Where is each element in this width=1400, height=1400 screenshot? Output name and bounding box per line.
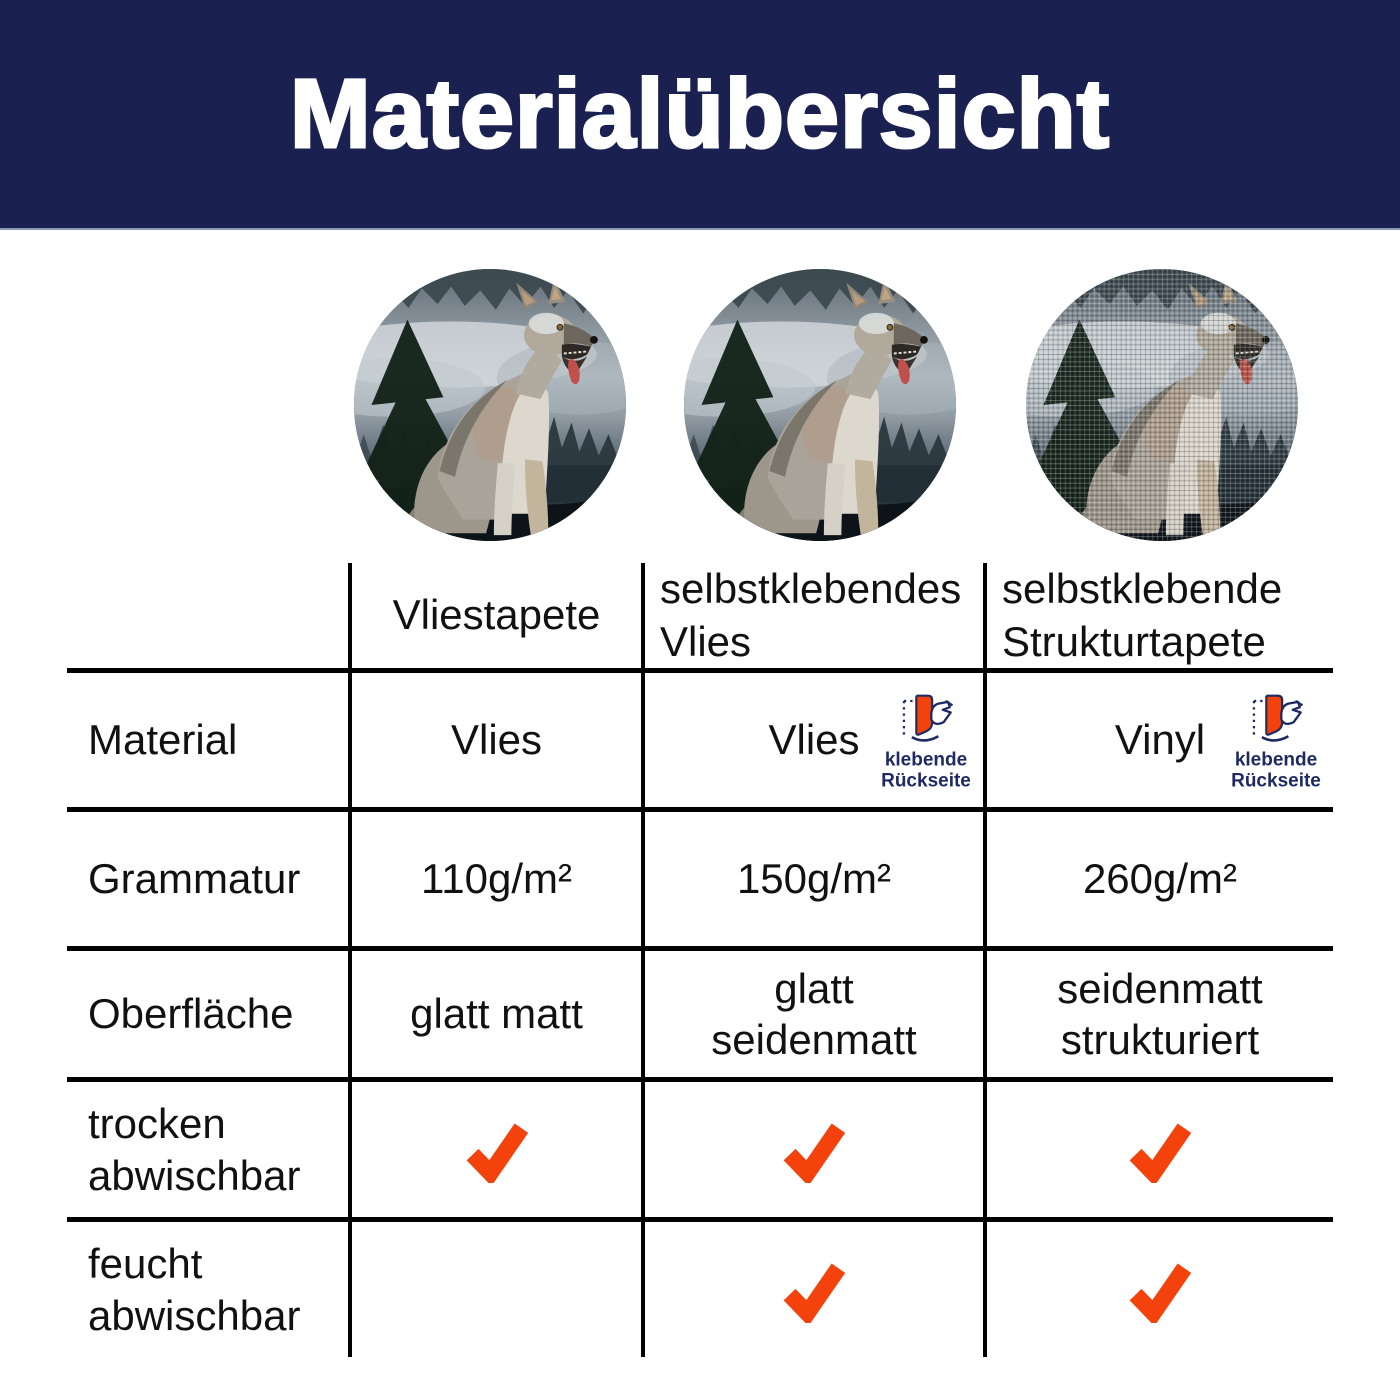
trocken-check-1 bbox=[352, 1082, 645, 1217]
oberflaeche-value-1: glatt matt bbox=[352, 951, 645, 1077]
product-photo-wolf-3-textured bbox=[1026, 269, 1298, 541]
material-comparison-table bbox=[67, 563, 1333, 1357]
wolf-forest-image-textured bbox=[1026, 269, 1298, 541]
header-empty-cell bbox=[67, 563, 352, 668]
fabric-texture-overlay bbox=[1026, 269, 1298, 541]
table-row-material bbox=[67, 668, 1333, 807]
column-header-selbstklebende-strukturtapete: selbstklebende Strukturtapete bbox=[1002, 565, 1283, 665]
wolf-forest-image bbox=[684, 269, 956, 541]
check-icon bbox=[778, 1117, 850, 1183]
table-row-trocken-abwischbar bbox=[67, 1077, 1333, 1217]
adhesive-backing-badge: klebende Rückseite bbox=[872, 688, 980, 793]
table-row-grammatur bbox=[67, 807, 1333, 946]
check-icon bbox=[1124, 1257, 1196, 1323]
row-label-material: Material bbox=[67, 673, 352, 807]
feucht-check-2 bbox=[645, 1222, 987, 1357]
column-header-vliestapete: Vliestapete bbox=[352, 563, 645, 668]
title-banner bbox=[0, 0, 1400, 230]
adhesive-backing-icon bbox=[1246, 688, 1306, 748]
wolf-forest-image bbox=[354, 269, 626, 541]
table-row-oberflaeche bbox=[67, 946, 1333, 1077]
adhesive-backing-badge: klebende Rückseite bbox=[1222, 688, 1330, 793]
row-label-trocken-abwischbar: trocken abwischbar bbox=[67, 1082, 352, 1217]
trocken-check-2 bbox=[645, 1082, 987, 1217]
oberflaeche-value-2: glatt seidenmatt bbox=[645, 951, 987, 1077]
page-title: Materialübersicht bbox=[289, 59, 1111, 168]
table-row-feucht-abwischbar bbox=[67, 1217, 1333, 1357]
column-header-selbstklebendes-vlies: selbstklebendes Vlies bbox=[645, 563, 987, 668]
adhesive-backing-icon bbox=[896, 688, 956, 748]
oberflaeche-value-3: seidenmatt strukturiert bbox=[1057, 964, 1263, 1063]
check-icon bbox=[778, 1257, 850, 1323]
product-photo-wolf-2 bbox=[684, 269, 956, 541]
trocken-check-3 bbox=[987, 1082, 1333, 1217]
feucht-check-1 bbox=[352, 1222, 645, 1357]
grammatur-value-3: 260g/m² bbox=[1082, 855, 1238, 903]
material-value-1: Vlies bbox=[352, 673, 645, 807]
table-header-row bbox=[67, 563, 1333, 668]
row-label-grammatur: Grammatur bbox=[67, 812, 352, 946]
row-label-feucht-abwischbar: feucht abwischbar bbox=[67, 1222, 352, 1357]
grammatur-value-1: 110g/m² bbox=[352, 812, 645, 946]
check-icon bbox=[1124, 1117, 1196, 1183]
row-label-oberflaeche: Oberfläche bbox=[67, 951, 352, 1077]
material-value-3: Vinyl klebende Rückseite bbox=[987, 673, 1333, 807]
grammatur-value-2: 150g/m² bbox=[645, 812, 987, 946]
material-value-2: Vlies klebende Rückseite bbox=[645, 673, 987, 807]
feucht-check-3 bbox=[987, 1222, 1333, 1357]
product-photo-wolf-1 bbox=[354, 269, 626, 541]
check-icon bbox=[461, 1117, 533, 1183]
